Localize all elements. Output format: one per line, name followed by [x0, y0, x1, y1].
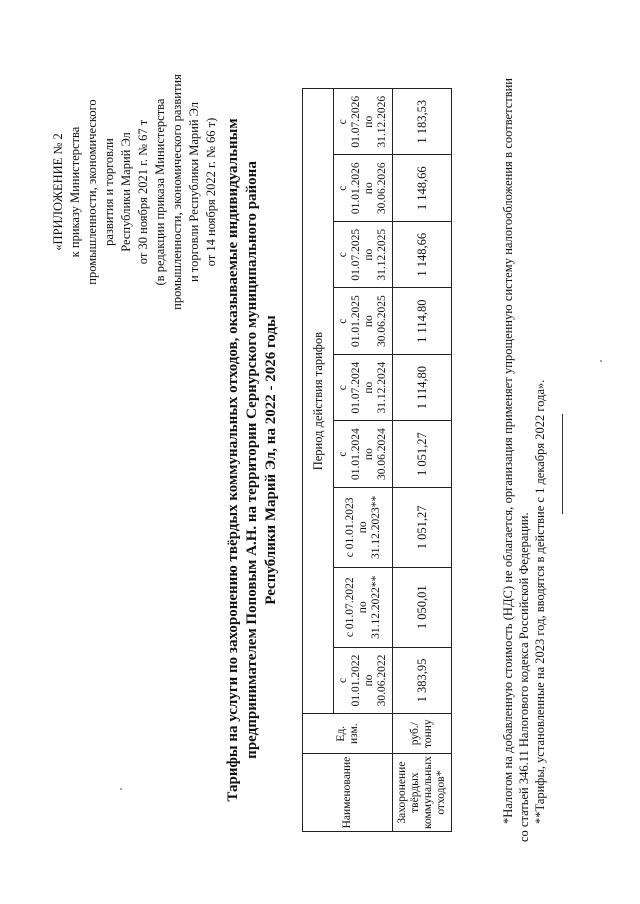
tariff-value-cell: 1 114,80	[393, 354, 452, 420]
tariff-value-cell: 1 051,27	[393, 421, 452, 487]
footnote-2023-tariffs: **Тарифы, установленные на 2023 год, вводятся в действие с 1 декабря 2022 года».	[533, 379, 547, 824]
title-line: Республики Марий Эл, на 2022 - 2026 годы	[263, 315, 279, 605]
period-header: с 01.01.2026 по 30.06.2026	[334, 155, 393, 221]
appendix-line: к приказу Министерства	[68, 126, 82, 258]
column-header-period: Период действия тарифов	[303, 89, 334, 714]
tariff-value-cell: 1 114,80	[393, 288, 452, 354]
title-line: Тарифы на услуги по захоронению твёрдых коммунальных отходов, оказываемые индивидуальным	[225, 118, 241, 802]
period-header: с 01.07.2025 по 31.12.2025	[334, 221, 393, 287]
table-row	[393, 89, 452, 832]
appendix-line: Республики Марий Эл	[119, 132, 133, 252]
appendix-line: и торговли Республики Марий Эл	[187, 101, 201, 283]
appendix-line: промышленности, экономического развития	[170, 74, 184, 310]
period-header: с 01.07.2026 по 31.12.2026	[334, 89, 393, 156]
service-name-cell: Захоронение твёрдых коммунальных отходов*	[393, 754, 452, 832]
appendix-line: промышленности, экономического	[85, 99, 99, 285]
tariff-value-cell: 1 148,66	[393, 155, 452, 221]
document-page	[40, 60, 600, 860]
period-header: с 01.01.2023 по 31.12.2023**	[334, 487, 393, 567]
period-header: с 01.01.2022 по 30.06.2022	[334, 647, 393, 713]
scan-speck	[600, 360, 602, 362]
period-header: с 01.07.2022 по 31.12.2022**	[334, 567, 393, 647]
tariff-table	[302, 88, 452, 832]
period-header: с 01.01.2024 по 30.06.2024	[334, 421, 393, 487]
column-header-name: Наименование	[303, 754, 393, 832]
tariff-value-cell: 1 383,95	[393, 647, 452, 713]
tariff-value-cell: 1 183,53	[393, 89, 452, 156]
unit-cell: руб./ тонну	[393, 714, 452, 754]
title-line: предпринимателем Поповым А.Н. на территории Сернурского муниципального района	[244, 161, 260, 759]
appendix-line: развития и торговли	[102, 138, 116, 246]
tariff-value-cell: 1 050,01	[393, 567, 452, 647]
footnotes	[500, 78, 548, 842]
appendix-line: от 30 ноября 2021 г. № 67 т	[136, 119, 150, 265]
column-header-unit: Ед. изм.	[303, 714, 393, 754]
appendix-line: от 14 ноября 2022 г. № 66 т)	[204, 117, 218, 267]
scan-speck	[120, 788, 122, 790]
period-header: с 01.01.2025 по 30.06.2025	[334, 288, 393, 354]
appendix-line: (в редакции приказа Министерства	[153, 98, 167, 286]
end-separator-line	[562, 414, 563, 514]
document-title	[224, 80, 281, 840]
period-header: с 01.07.2024 по 31.12.2024	[334, 354, 393, 420]
table-header-row	[303, 89, 334, 832]
footnote-vat: *Налогом на добавленную стоимость (НДС) не облагается, организация применяет упрощенную систему налогообложения в соответствии со статьей 346.11 Налогового кодекса Российской Федерации.	[501, 78, 531, 842]
tariff-value-cell: 1 148,66	[393, 221, 452, 287]
appendix-header	[50, 72, 220, 312]
tariff-value-cell: 1 051,27	[393, 487, 452, 567]
appendix-line: «ПРИЛОЖЕНИЕ № 2	[51, 133, 65, 251]
